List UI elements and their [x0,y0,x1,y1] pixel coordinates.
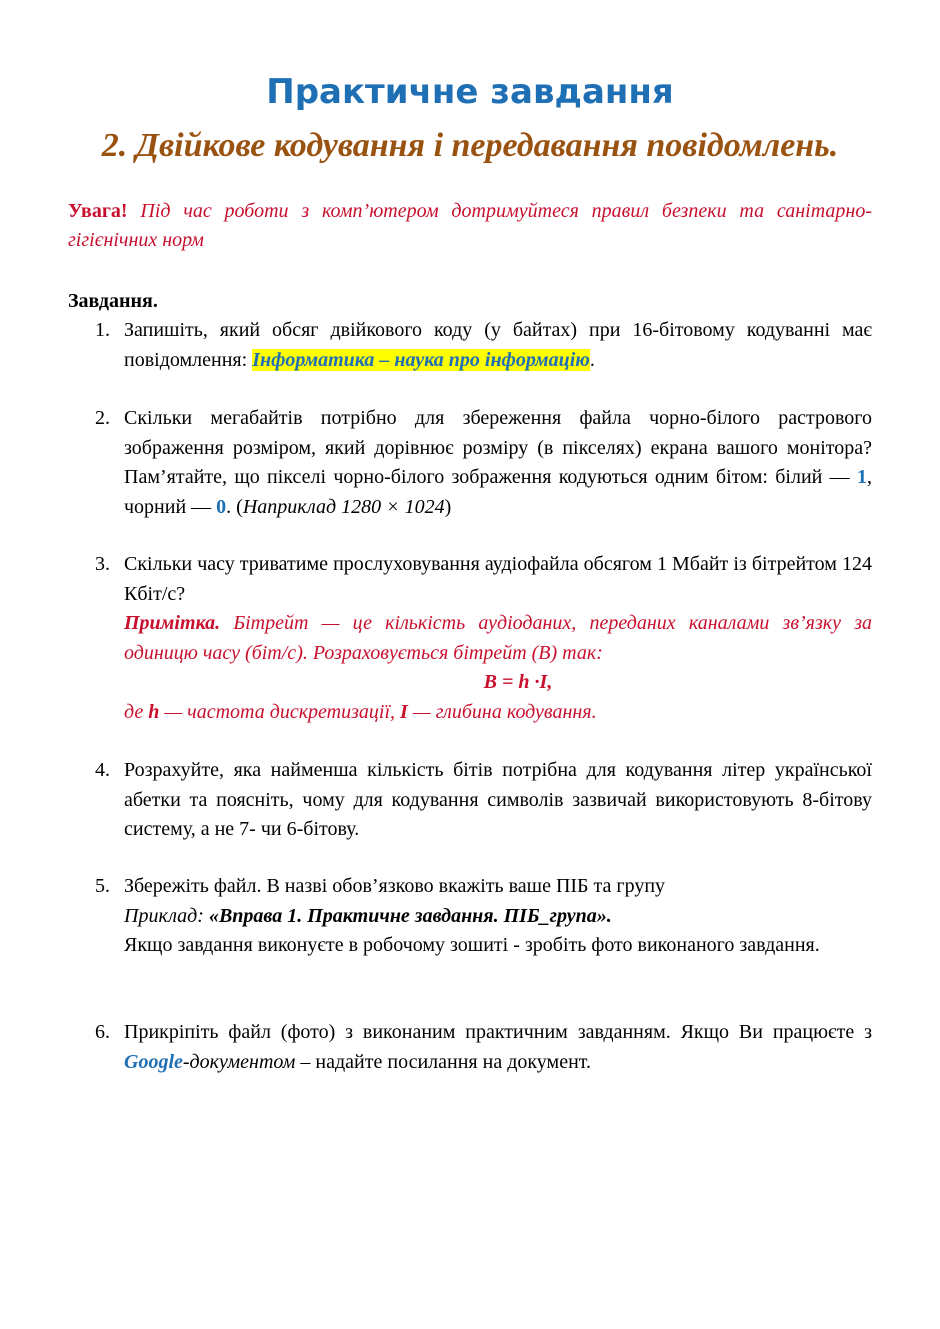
legend-h-desc: — частота дискретизації, [159,700,401,723]
document-word: -документом [182,1050,296,1073]
filename-example [124,902,872,932]
task-text-close: ) [444,495,452,518]
note-label: Примітка. [124,612,221,634]
task-number: 3. [95,553,110,575]
task-item-2 [95,404,872,522]
page-title: Практичне завдання [266,72,674,112]
task-item-6 [95,1018,872,1077]
task-text-end: . [589,348,595,371]
white-bit-value: 1 [857,466,867,488]
note-text: Бітрейт — це кількість аудіоданих, переданих каналами зв’язку за одиницю часу (біт/с). Розраховується бітрейт (B) так: [124,612,872,664]
tasks-heading: Завдання. [68,290,158,312]
task-text: Прикріпіть файл (фото) з виконаним практичним завданням. Якщо Ви працюєте з [124,1021,872,1043]
task-number: 6. [95,1021,110,1043]
page-subtitle: 2. Двійкове кодування і передавання повідомлень. [101,127,839,164]
task-text-end: – надайте посилання на документ. [295,1050,592,1073]
legend-prefix: де [124,700,149,723]
task-text: Скільки мегабайтів потрібно для збереження файла чорно-білого растрового зображення розміром, який дорівнює розміру (в пікселях) екрана вашого монітора? Пам’ятайте, що пікселі чорно-білого зображення кодуються одним бітом: білий — [124,407,872,488]
example-label: Приклад: [124,904,209,927]
task-item-1 [95,316,872,375]
legend-h: h [148,700,160,723]
legend-i: I [400,700,408,723]
safety-warning [68,197,872,255]
task-item-5 [95,872,872,961]
warning-text: Під час роботи з комп’ютером дотримуйтеся правил безпеки та санітарно-гігієнічних норм [68,200,872,251]
example-value: «Вправа 1. Практичне завдання. ПІБ_група». [208,904,612,927]
note [124,609,872,668]
task-number: 1. [95,319,110,341]
warning-label: Увага! [68,200,128,222]
task-text: Запишіть, який обсяг двійкового коду (у байтах) при 16-бітовому кодуванні має повідомлення: [124,319,872,371]
resolution-example: Наприклад 1280 × 1024 [242,495,445,518]
black-bit-value: 0 [216,495,227,518]
formula-legend [124,698,872,728]
task-number: 4. [95,759,110,781]
task-text-mid: , чорний — [124,466,872,518]
legend-i-desc: — глибина кодування. [407,700,597,723]
task-text-end: . ( [226,495,243,518]
task-item-3 [95,550,872,727]
bitrate-formula: B = h ·I, [483,671,553,693]
task-text: Скільки часу триватиме прослуховування аудіофайла обсягом 1 Мбайт із бітрейтом 124 Кбіт/с? [124,553,872,605]
task-text: Розрахуйте, яка найменша кількість бітів потрібна для кодування літер української абетки та поясніть, чому для кодування символів зазвичай використовують 8-бітову систему, а не 7- чи 6-бітову. [124,759,872,840]
task-item-4 [95,756,872,845]
task-number: 5. [95,875,110,897]
task-text: Збережіть файл. В назві обов’язково вкажіть ваше ПІБ та групу [124,875,666,897]
google-word: Google [124,1050,183,1073]
highlighted-message: Інформатика – наука про інформацію [252,348,590,371]
task-text-2: Якщо завдання виконуєте в робочому зошиті - зробіть фото виконаного завдання. [124,934,820,956]
task-number: 2. [95,407,110,429]
